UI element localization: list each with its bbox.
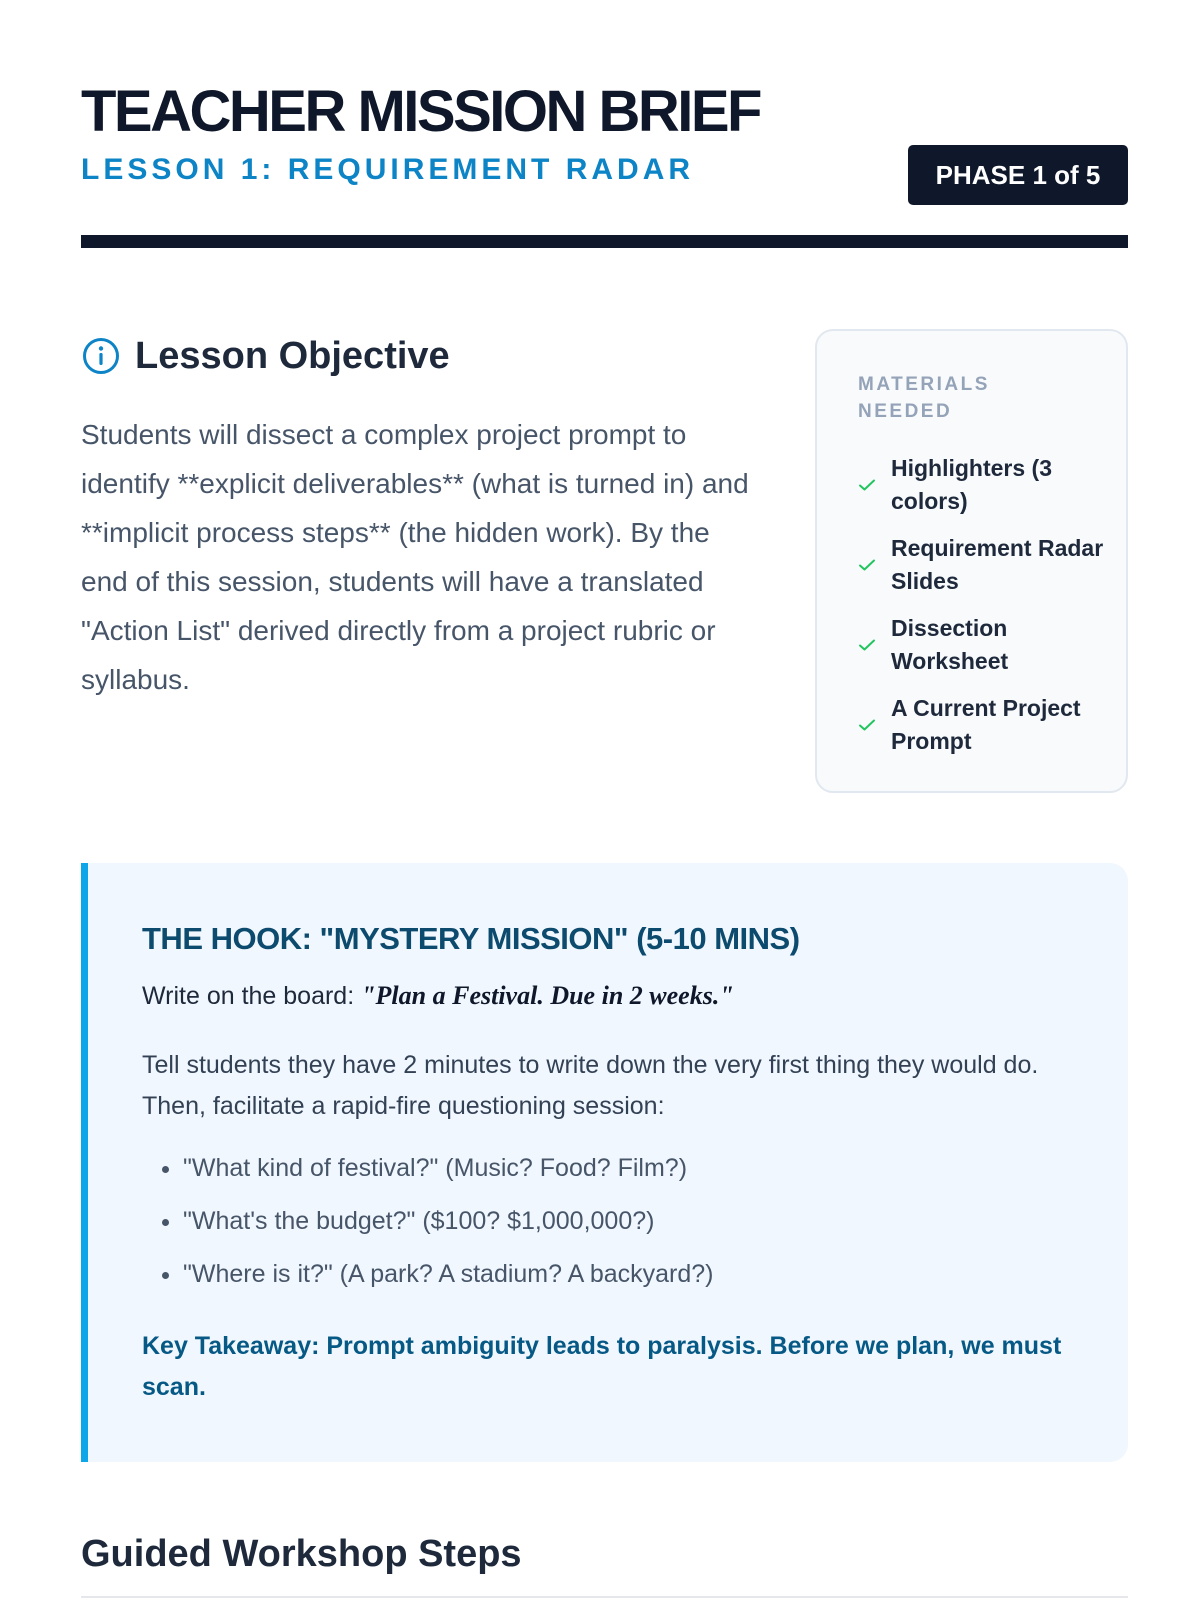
hook-takeaway: Key Takeaway: Prompt ambiguity leads to paralysis. Before we plan, we must scan. — [142, 1332, 1062, 1401]
materials-list — [858, 445, 1108, 765]
hook-board-quote: "Plan a Festival. Due in 2 weeks." — [361, 981, 734, 1010]
hook-board-prefix: Write on the board: — [142, 982, 362, 1010]
material-label: Dissection Worksheet — [891, 615, 1009, 674]
hook-instruction: Tell students they have 2 minutes to write down the very first thing they would do. Then, facilitate a rapid-fire questioning session: — [142, 1051, 1039, 1120]
material-item — [858, 685, 1108, 765]
lesson-subtitle: LESSON 1: REQUIREMENT RADAR — [81, 153, 695, 186]
material-label: Highlighters (3 colors) — [891, 455, 1053, 514]
workshop-title: Guided Workshop Steps — [81, 1533, 522, 1575]
hook-question: • "Where is it?" (A park? A stadium? A backyard?) — [183, 1254, 714, 1294]
info-icon — [81, 336, 121, 376]
hook-title: THE HOOK: "MYSTERY MISSION" (5-10 MINS) — [142, 921, 800, 956]
material-item — [858, 525, 1108, 605]
phase-badge: PHASE 1 of 5 — [908, 145, 1128, 205]
hook-question: • "What kind of festival?" (Music? Food? Film?) — [183, 1148, 714, 1188]
workshop-divider — [81, 1596, 1128, 1598]
materials-label: MATERIALS NEEDED — [858, 374, 990, 422]
material-item — [858, 605, 1108, 685]
check-icon — [858, 718, 876, 732]
objective-text: Students will dissect a complex project prompt to identify **explicit deliverables** (what is turned in) and **implicit process steps** (the hidden work). By the end of this session, students will have a translated "Action List" derived directly from a project rubric or syllabus. — [81, 419, 749, 695]
hook-question-list — [142, 1148, 714, 1307]
check-icon — [858, 558, 876, 572]
header-divider — [81, 235, 1128, 248]
objective-heading — [81, 332, 450, 380]
mission-brief-page — [81, 0, 1128, 1600]
hook-question: • "What's the budget?" ($100? $1,000,000?) — [183, 1201, 714, 1241]
material-label: A Current Project Prompt — [891, 695, 1081, 754]
check-icon — [858, 638, 876, 652]
material-label: Requirement Radar Slides — [891, 535, 1104, 594]
objective-title: Lesson Objective — [135, 335, 450, 377]
material-item — [858, 445, 1108, 525]
materials-card — [815, 329, 1128, 793]
hook-board-line — [142, 978, 734, 1014]
check-icon — [858, 478, 876, 492]
hook-callout — [81, 863, 1128, 1462]
page-title: TEACHER MISSION BRIEF — [81, 79, 760, 144]
